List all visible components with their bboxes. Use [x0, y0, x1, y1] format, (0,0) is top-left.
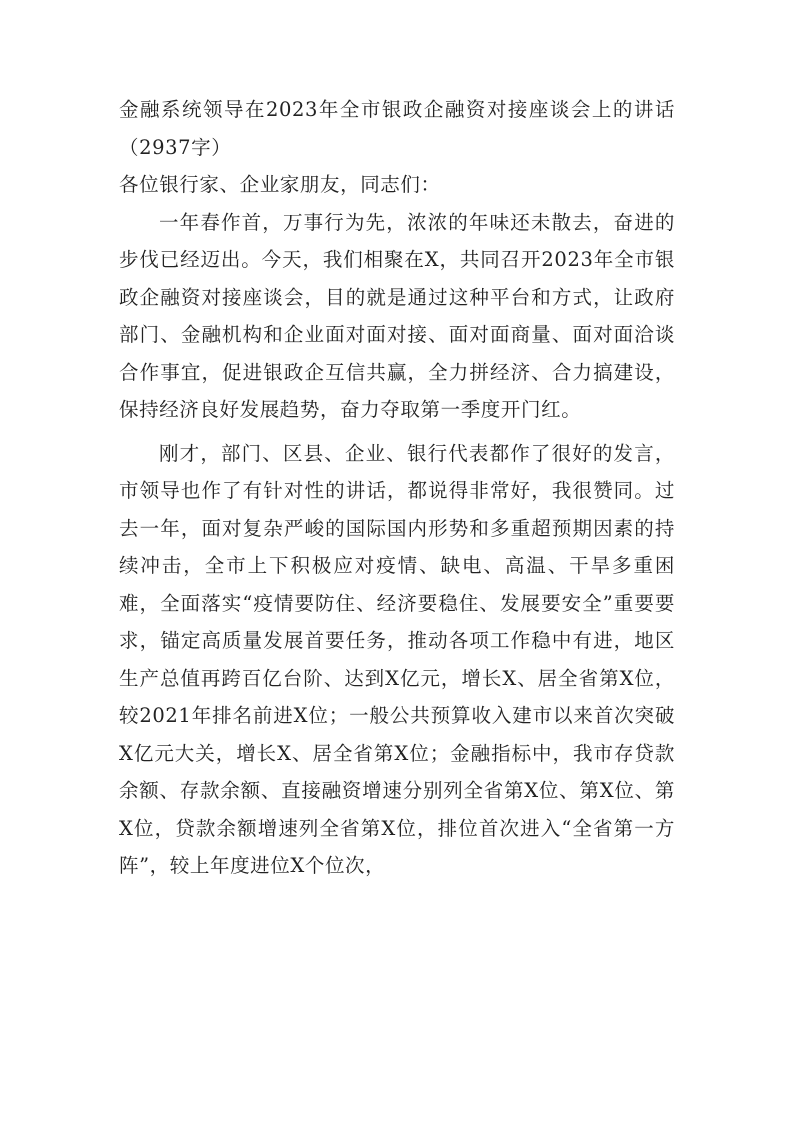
document-page [119, 91, 675, 891]
body-paragraph-1: 一年春作首，万事行为先，浓浓的年味还未散去，奋进的步伐已经迈出。今天，我们相聚在X，共同召开2023年全市银政企融资对接座谈会，目的就是通过这种平台和方式，让政府部门、金融机构和企业面对面对接、面对面商量、面对面洽谈合作事宜，促进银政企互信共赢，全力拼经济、合力搞建设，保持经济良好发展趋势，奋力夺取第一季度开门红。 [119, 210, 675, 421]
document-title: 金融系统领导在2023年全市银政企融资对接座谈会上的讲话（2937字） [119, 98, 675, 159]
body-paragraph-2: 刚才，部门、区县、企业、银行代表都作了很好的发言，市领导也作了有针对性的讲话，都说得非常好，我很赞同。过去一年，面对复杂严峻的国际国内形势和多重超预期因素的持续冲击，全市上下积极应对疫情、缺电、高温、干旱多重困难，全面落实“疫情要防住、经济要稳住、发展要安全”重要要求，锚定高质量发展首要任务，推动各项工作稳中有进，地区生产总值再跨百亿台阶、达到X亿元，增长X、居全省第X位，较2021年排名前进X位；一般公共预算收入建市以来首次突破X亿元大关，增长X、居全省第X位；金融指标中，我市存贷款余额、存款余额、直接融资增速分别列全省第X位、第X位、第X位，贷款余额增速列全省第X位，排位首次进入“全省第一方阵”，较上年度进位X个位次， [119, 441, 675, 877]
salutation: 各位银行家、企业家朋友，同志们： [119, 173, 441, 196]
